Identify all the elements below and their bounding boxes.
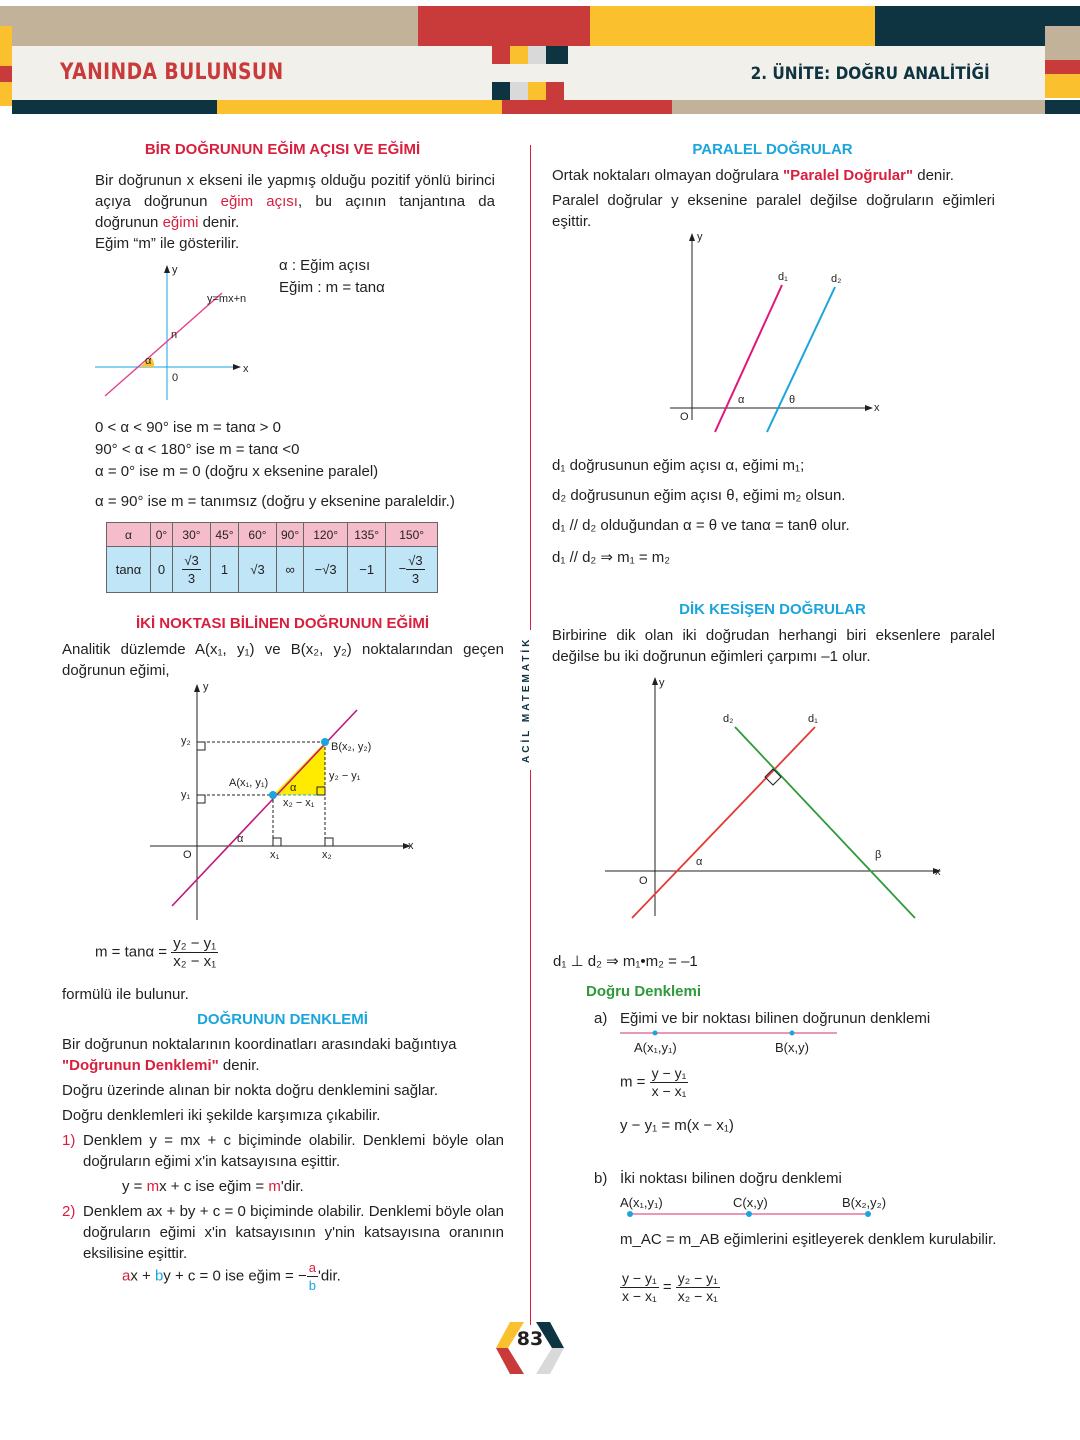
equation-text: Doğru üzerinde alınan bir nokta doğru denklemini sağlar.	[62, 1082, 439, 1099]
parallel-line: d₁ // d₂ olduğundan α = θ ve tanα = tanθ olur.	[552, 517, 850, 534]
item-a: Eğimi ve bir noktası bilinen doğrunun denklemi	[620, 1010, 931, 1027]
point-line-b	[620, 1195, 886, 1217]
line-mx-n	[105, 293, 222, 396]
label-eq: y=mx+n	[207, 293, 247, 305]
tangent-table: α 0° 30° 45° 60° 90° 120° 135° 150° tanα 0 $\frac{√3}{3}$ 1 √3 ∞ −√3 −1 − $\frac{√3}{3}$	[106, 522, 438, 593]
unit-title: 2. ÜNİTE: DOĞRU ANALİTİĞİ	[750, 64, 990, 84]
svg-text:α: α	[290, 782, 297, 794]
item-number: 2)	[62, 1203, 76, 1220]
label-origin: 0	[172, 372, 179, 384]
m-formula: m = $\frac{\text{y − y₁}}{\text{x − x₁}}$	[620, 1065, 687, 1099]
parallel-text: Paralel doğrular y eksenine paralel değilse doğruların eğimleri eşittir.	[552, 192, 995, 230]
svg-text:A(x₁,y₁): A(x₁,y₁)	[620, 1195, 663, 1210]
item-number: 1)	[62, 1132, 76, 1149]
item-2: Denklem ax + by + c = 0 biçiminde olabilir. Denklemi böyle olan doğruların eğimi x'in katsayısının y'nin katsayısına oranının eksilisine eşittir.	[83, 1203, 504, 1262]
condition: α = 0° ise m = 0 (doğru x eksenine paralel)	[95, 463, 379, 480]
section-title-perpendicular: DİK KESİŞEN DOĞRULAR	[679, 601, 866, 618]
condition: 90° < α < 180° ise m = tanα <0	[95, 441, 300, 458]
legend-angle: α : Eğim açısı	[279, 257, 371, 274]
svg-text:A(x₁,y₁): A(x₁,y₁)	[634, 1040, 677, 1055]
svg-text:d₂: d₂	[831, 273, 842, 285]
parallel-line: d₂ doğrusunun eğim açısı θ, eğimi m₂ olsun.	[552, 487, 846, 504]
svg-text:α: α	[738, 394, 745, 406]
svg-text:C(x,y): C(x,y)	[733, 1195, 768, 1210]
slope-notation: Eğim “m” ile gösterilir.	[95, 235, 240, 252]
parallel-result: d₁ // d₂ ⇒ m₁ = m₂	[552, 549, 671, 566]
formula-note: formülü ile bulunur.	[62, 986, 189, 1003]
svg-text:y: y	[659, 677, 665, 689]
svg-text:O: O	[183, 849, 192, 861]
slope-definition: Bir doğrunun x ekseni ile yapmış olduğu pozitif yönlü birinci açıya doğrunun eğim açısı, bu açının tanjantına da doğrunun eğimi denir.	[95, 172, 495, 231]
two-point-formula: $\frac{\text{y − y₁}}{\text{x − x₁}}$ = $\frac{\text{y₂ − y₁}}{\text{x₂ − x₁}}$	[622, 1270, 718, 1304]
svg-text:d₂: d₂	[723, 713, 734, 725]
section-title-slope-angle: BİR DOĞRUNUN EĞİM AÇISI VE EĞİMİ	[144, 141, 421, 158]
brand-title: YANINDA BULUNSUN	[60, 60, 284, 85]
parallel-line: d₁ doğrusunun eğim açısı α, eğimi m₁;	[552, 457, 805, 474]
svg-text:d₁: d₁	[778, 271, 788, 283]
point-slope-equation: y − y₁ = m(x − x₁)	[620, 1117, 734, 1134]
svg-text:x: x	[408, 840, 414, 852]
item-letter: b)	[594, 1170, 608, 1187]
subsection-line-equation: Doğru Denklemi	[586, 983, 702, 1000]
svg-text:B(x,y): B(x,y)	[775, 1040, 809, 1055]
svg-text:y: y	[697, 231, 703, 243]
item-1: Denklem y = mx + c biçiminde olabilir. Denklemi böyle olan doğruların eğimi x'in katsayısına eşittir.	[83, 1132, 504, 1170]
item-letter: a)	[594, 1010, 608, 1027]
svg-text:y₂ − y₁: y₂ − y₁	[329, 770, 361, 782]
condition: α = 90° ise m = tanımsız (doğru y eksenine paraleldir.)	[95, 493, 455, 510]
legend-slope: Eğim : m = tanα	[279, 279, 385, 296]
svg-text:α: α	[696, 856, 703, 868]
svg-text:y: y	[203, 681, 209, 693]
svg-text:O: O	[639, 875, 648, 887]
section-title-two-points: İKİ NOKTASI BİLİNEN DOĞRUNUN EĞİMİ	[135, 615, 430, 632]
label-n: n	[171, 329, 178, 341]
example-1: y = mx + c ise eğim = m'dir.	[122, 1178, 304, 1195]
page-number: 83	[516, 1328, 544, 1350]
label-y: y	[172, 264, 178, 276]
perpendicular-text: Birbirine dik olan iki doğrudan herhangi biri eksenlere paralel değilse bu iki doğrunun eğimleri çarpımı –1 olur.	[552, 627, 995, 665]
condition: 0 < α < 90° ise m = tanα > 0	[95, 419, 281, 436]
perpendicular-diagram	[605, 677, 941, 918]
equation-def-2: "Doğrunun Denklemi" denir.	[62, 1057, 260, 1074]
svg-text:B(x₂,y₂): B(x₂,y₂)	[842, 1195, 887, 1210]
equation-text: Doğru denklemleri iki şekilde karşımıza çıkabilir.	[62, 1107, 381, 1124]
spine-logo: ACİL MATEMATİK	[521, 630, 541, 770]
parallel-def: Ortak noktaları olmayan doğrulara "Paralel Doğrular" denir.	[552, 167, 954, 184]
two-points-text: Analitik düzlemde A(x₁, y₁) ve B(x₂, y₂) noktalarından geçen doğrunun eğimi,	[62, 641, 504, 679]
slope-angle-diagram	[95, 264, 249, 400]
svg-text:x₂ − x₁: x₂ − x₁	[283, 797, 315, 809]
svg-text:θ: θ	[789, 394, 796, 406]
two-points-diagram	[150, 681, 414, 920]
svg-text:x: x	[935, 866, 941, 878]
label-alpha: α	[145, 355, 152, 367]
svg-text:A(x₁, y₁): A(x₁, y₁)	[229, 777, 269, 789]
svg-text:y₂: y₂	[181, 735, 191, 747]
perpendicular-result: d₁ ⊥ d₂ ⇒ m₁•m₂ = –1	[553, 953, 698, 970]
equation-def: Bir doğrunun noktalarının koordinatları arasındaki bağıntıya	[62, 1036, 457, 1053]
label-x: x	[243, 363, 249, 375]
svg-text:β: β	[875, 849, 882, 861]
svg-text:d₁: d₁	[808, 713, 818, 725]
svg-text:B(x₂, y₂): B(x₂, y₂)	[331, 741, 372, 753]
svg-text:x: x	[874, 402, 880, 414]
section-title-parallel: PARALEL DOĞRULAR	[692, 141, 853, 158]
slope-formula: m = tanα = $\frac{\text{y₂ − y₁}}{\text{x₂ − x₁}}$	[95, 935, 217, 970]
parallel-diagram	[670, 231, 880, 432]
section-title-line-equation: DOĞRUNUN DENKLEMİ	[197, 1011, 368, 1028]
svg-text:x₂: x₂	[322, 849, 332, 861]
svg-text:x₁: x₁	[270, 849, 280, 861]
example-2: ax + by + c = 0 ise eğim = − $\frac{a}{b}$ 'dir.	[122, 1260, 341, 1293]
point-line-a	[620, 1031, 837, 1056]
mac-text: m_AC = m_AB eğimlerini eşitleyerek denklem kurulabilir.	[620, 1231, 997, 1248]
svg-text:y₁: y₁	[181, 789, 191, 801]
svg-text:α: α	[237, 833, 244, 845]
item-b: İki noktası bilinen doğru denklemi	[620, 1170, 842, 1187]
svg-text:O: O	[680, 411, 689, 423]
